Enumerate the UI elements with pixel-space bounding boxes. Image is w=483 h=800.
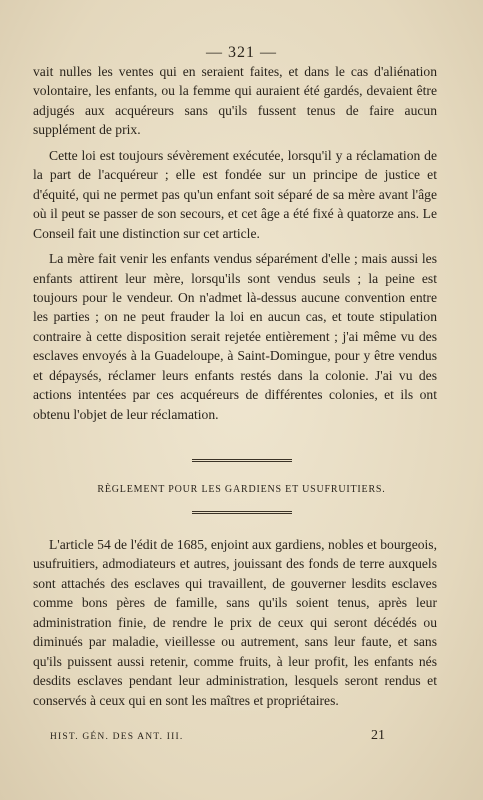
text-block-top [33,62,437,424]
paragraph: Cette loi est toujours sévèrement exécutée, lorsqu'il y a réclamation de la part de l'acquéreur ; elle est fondée sur un principe de justice et d'équité, qui ne permet pas qu'un enfant soit séparé de sa mère avant l'âge où il peut se passer de son secours, et cet âge a été fixé à quatorze ans. Le Conseil fait une distinction sur cet article. [33,147,437,241]
footer-signature-number: 21 [371,728,385,743]
paragraph: L'article 54 de l'édit de 1685, enjoint aux gardiens, nobles et bourgeois, usufruitiers, admodiateurs et autres, jouissant des fonds de terre auxquels sont attachés des esclaves qui travaillent, de gouverner lesdits esclaves comme bons pères de famille, sans qu'ils soient tenus, après leur administration finie, de rendre le prix de ceux qui seront décédés ou diminués par maladie, vieillesse ou autrement, sans leur faute, et sans qu'ils puissent aussi retenir, comme fruits, à leur profit, les enfants nés desdits esclaves pendant leur administration, lesquels seront rendus et conservés à ceux qui en sont les maîtres et propriétaires. [33,537,437,708]
page-number: — 321 — [206,44,277,61]
paragraph: vait nulles les ventes qui en seraient faites, et dans le cas d'aliénation volontaire, les enfants, ou la femme qui auraient été gardés, devaient être adjugés aux acquéreurs sans qu'ils fussent tenus de faire aucun supplément de prix. [33,64,437,138]
section-divider-top [192,459,292,462]
text-block-bottom [33,535,437,710]
paragraph: La mère fait venir les enfants vendus séparément d'elle ; mais aussi les enfants attirent leur mère, lorsqu'ils sont vendus seuls ; la peine est toujours pour le vendeur. On n'admet là-dessus aucune convention entre les parties ; on ne peut frauder la loi en aucun cas, et toute stipulation contraire à cette disposition serait rejetée entièrement ; j'ai même vu des esclaves envoyés à la Guadeloupe, à Saint-Domingue, pour y être vendus et dépaysés, réclamer leurs enfants restés dans la colonie. J'ai vu des actions intentées par ces acquéreurs de différentes colonies, et ils ont obtenu l'objet de leur réclamation. [33,251,437,422]
section-divider-bottom [192,511,292,514]
footer-signature: HIST. GÉN. DES ANT. III. [50,732,184,742]
section-title: RÈGLEMENT POUR LES GARDIENS ET USUFRUITIERS. [97,484,386,495]
